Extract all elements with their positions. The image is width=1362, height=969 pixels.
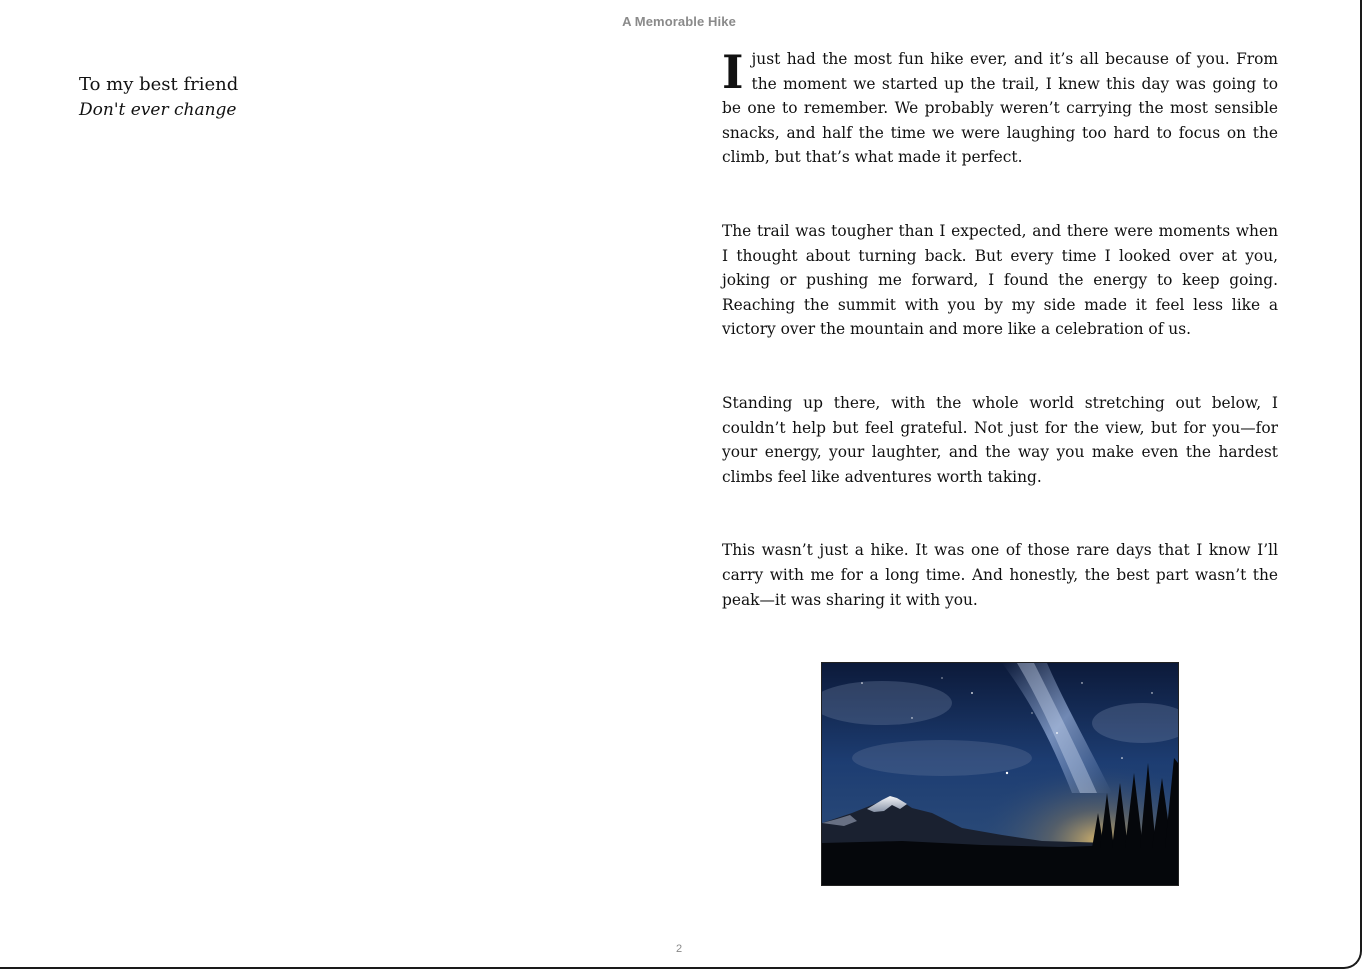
page-number: 2 (675, 943, 683, 955)
dedication-line-2: Don't ever change (79, 100, 237, 120)
dedication (79, 72, 238, 123)
night-mountain-photo[interactable] (821, 662, 1179, 886)
paragraph-1-text: just had the most fun hike ever, and it’s all because of you. From the moment we started up the trail, I knew this day was going to be one to remember. We probably weren’t carrying the most sensible snacks, and half the time we were laughing too hard to focus on the climb, but that’s what made it perfect. (722, 50, 1278, 167)
story-paragraph-2: The trail was tougher than I expected, and there were moments when I thought about turning back. But every time I looked over at you, joking or pushing me forward, I found the energy to keep going. Reaching the summit with you by my side made it feel less like a victory over the mountain and more like a celebration of us. (722, 221, 1278, 339)
drop-cap: I (722, 45, 744, 99)
dedication-line-1: To my best friend (79, 74, 239, 95)
running-title: A Memorable Hike (622, 14, 736, 29)
story-paragraph-4: This wasn’t just a hike. It was one of those rare days that I know I’ll carry with me for a long time. And honestly, the best part wasn’t the peak—it was sharing it with you. (722, 541, 1278, 609)
story-text (722, 47, 1278, 661)
story-paragraph-3: Standing up there, with the whole world stretching out below, I couldn’t help but feel grateful. Not just for the view, but for you—for your energy, your laughter, and the way you make even the hardest climbs feel like adventures worth taking. (722, 393, 1278, 486)
story-paragraph-1 (722, 47, 1278, 170)
